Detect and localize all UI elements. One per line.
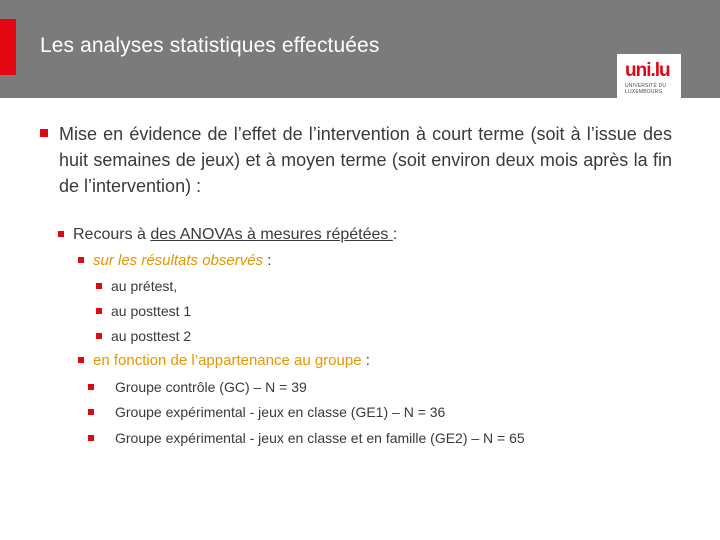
- bullet-square-icon: [88, 435, 94, 441]
- accent-bar: [0, 19, 16, 75]
- slide-title: Les analyses statistiques effectuées: [40, 34, 380, 57]
- list-item: [96, 278, 177, 294]
- list-item: [96, 303, 191, 319]
- logo-subtitle: UNIVERSITÉ DU LUXEMBOURG: [625, 83, 667, 95]
- observed-item: au prétest,: [111, 278, 178, 294]
- logo-mark: uni.lu: [625, 60, 670, 81]
- method-bullet: [58, 226, 397, 244]
- group-item: Groupe expérimental - jeux en classe et en famille (GE2) – N = 65: [115, 430, 525, 446]
- observed-bullet: [78, 252, 271, 269]
- bullet-square-icon: [96, 333, 102, 339]
- groups-suffix: :: [361, 352, 370, 369]
- observed-label: sur les résultats observés: [93, 252, 264, 269]
- bullet-square-icon: [78, 257, 84, 263]
- list-item: [88, 404, 445, 420]
- method-term: des ANOVAs à mesures répétées: [150, 226, 393, 243]
- bullet-square-icon: [58, 231, 64, 237]
- observed-item: au posttest 1: [111, 303, 192, 319]
- groups-bullet: [78, 352, 370, 369]
- bullet-square-icon: [88, 384, 94, 390]
- list-item: [96, 328, 191, 344]
- method-suffix: :: [392, 226, 398, 243]
- bullet-square-icon: [96, 308, 102, 314]
- list-item: [88, 379, 307, 395]
- groups-label: en fonction de l’appartenance au groupe: [93, 352, 362, 369]
- bullet-square-icon: [78, 357, 84, 363]
- university-logo: [617, 54, 681, 103]
- group-item: Groupe expérimental - jeux en classe (GE1) – N = 36: [115, 404, 446, 420]
- main-bullet: [40, 121, 672, 199]
- observed-suffix: :: [263, 252, 272, 269]
- bullet-square-icon: [40, 129, 48, 137]
- group-item: Groupe contrôle (GC) – N = 39: [115, 379, 307, 395]
- bullet-square-icon: [96, 283, 102, 289]
- list-item: [88, 430, 525, 446]
- method-prefix: Recours à: [73, 226, 151, 243]
- main-bullet-text: Mise en évidence de l’effet de l’intervention à court terme (soit à l’issue des huit semaines de jeux) et à moyen terme (soit environ deux mois après la fin de l’intervention) :: [59, 124, 672, 196]
- bullet-square-icon: [88, 409, 94, 415]
- observed-item: au posttest 2: [111, 328, 192, 344]
